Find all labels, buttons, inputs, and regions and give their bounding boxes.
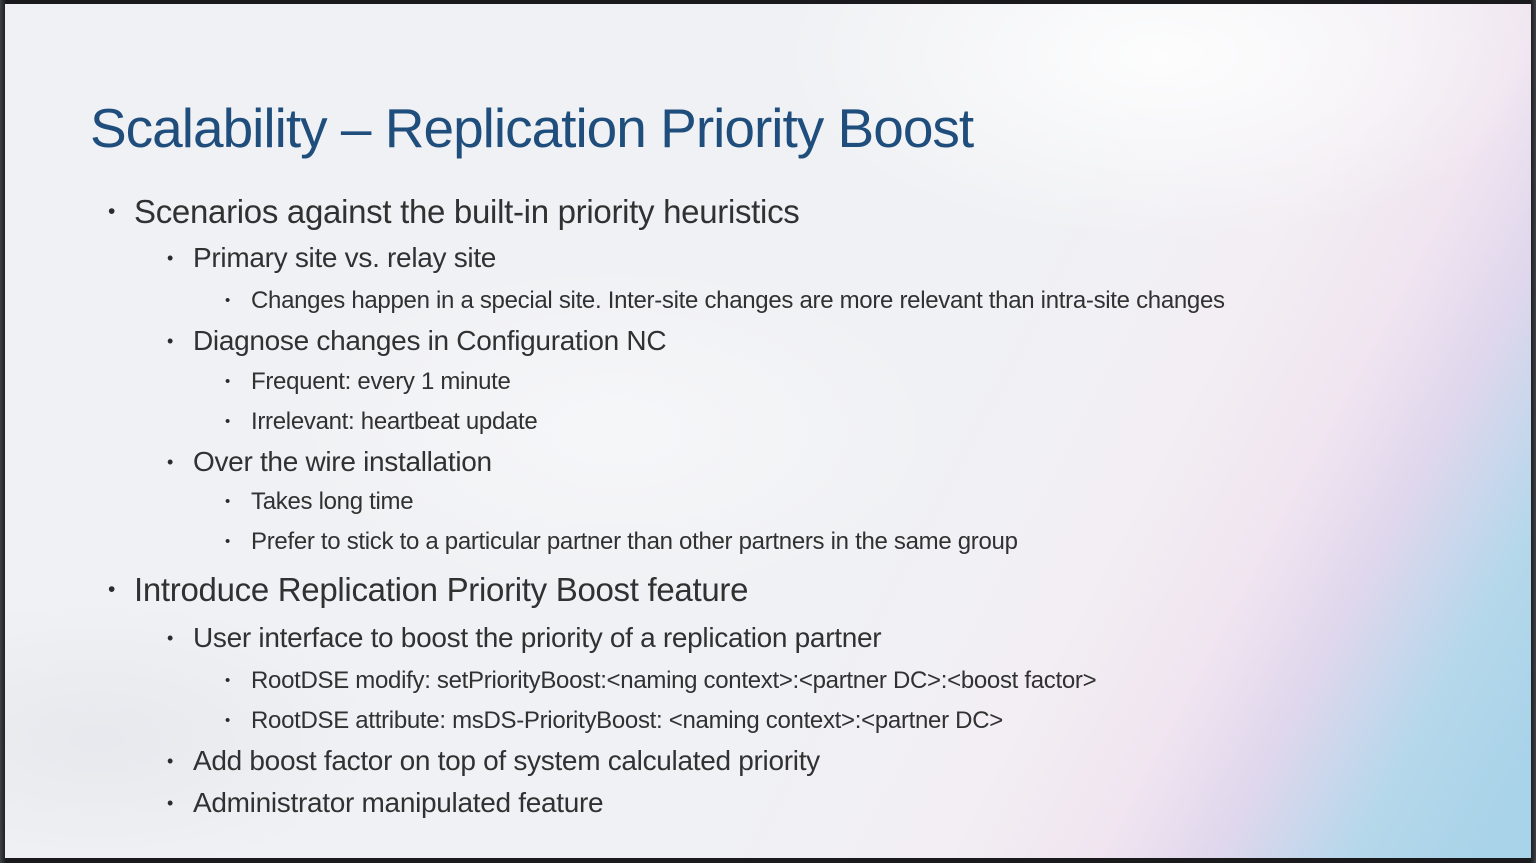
bullet-text: User interface to boost the priority of a replication partner xyxy=(193,622,882,653)
bullet-item xyxy=(225,482,1515,522)
bullet-item xyxy=(225,402,1515,442)
bullet-icon: • xyxy=(225,672,231,689)
bullet-icon: • xyxy=(225,413,231,430)
bullet-icon: • xyxy=(167,452,174,472)
bullet-icon: • xyxy=(225,373,231,390)
bullet-item xyxy=(167,741,1515,781)
bullet-icon: • xyxy=(225,712,231,729)
bullet-text: Scenarios against the built-in priority heuristics xyxy=(134,193,800,230)
bullet-icon: • xyxy=(108,578,116,601)
bullet-item xyxy=(225,701,1515,741)
bullet-text: Takes long time xyxy=(251,488,414,515)
bullet-text: RootDSE modify: setPriorityBoost:<naming context>:<partner DC>:<boost factor> xyxy=(251,667,1097,694)
bullet-text: Diagnose changes in Configuration NC xyxy=(193,325,667,356)
bullet-item xyxy=(167,618,1515,658)
bullet-icon: • xyxy=(225,493,231,510)
bullet-text: Irrelevant: heartbeat update xyxy=(251,408,538,435)
bullet-icon: • xyxy=(167,248,174,268)
bullet-item xyxy=(167,442,1515,482)
bullet-icon: • xyxy=(108,200,116,223)
bullet-icon: • xyxy=(167,793,174,813)
slide-canvas xyxy=(5,4,1531,858)
slide-title: Scalability – Replication Priority Boost xyxy=(90,97,974,159)
bullet-icon: • xyxy=(167,628,174,648)
bullet-text: Primary site vs. relay site xyxy=(193,242,497,273)
bullet-item xyxy=(167,783,1515,823)
bullet-text: Introduce Replication Priority Boost feature xyxy=(134,571,749,608)
bullet-text: Changes happen in a special site. Inter-site changes are more relevant than intra-site changes xyxy=(251,287,1225,314)
bullet-text: Prefer to stick to a particular partner than other partners in the same group xyxy=(251,528,1018,555)
bullet-item xyxy=(167,321,1515,361)
bullet-item xyxy=(225,281,1515,321)
bullet-item xyxy=(225,362,1515,402)
bullet-text: Administrator manipulated feature xyxy=(193,787,604,818)
bullet-icon: • xyxy=(167,331,174,351)
bullet-item xyxy=(108,190,1515,234)
bullet-text: RootDSE attribute: msDS-PriorityBoost: <naming context>:<partner DC> xyxy=(251,707,1003,734)
bullet-icon: • xyxy=(225,292,231,309)
bullet-text: Add boost factor on top of system calculated priority xyxy=(193,745,820,776)
slide-body xyxy=(108,190,1515,823)
bullet-item xyxy=(108,568,1515,612)
bullet-text: Over the wire installation xyxy=(193,446,492,477)
bullet-icon: • xyxy=(225,533,231,550)
bullet-icon: • xyxy=(167,751,174,771)
bullet-item xyxy=(225,661,1515,701)
bullet-item xyxy=(167,238,1515,278)
bullet-text: Frequent: every 1 minute xyxy=(251,368,511,395)
bullet-item xyxy=(225,522,1515,562)
